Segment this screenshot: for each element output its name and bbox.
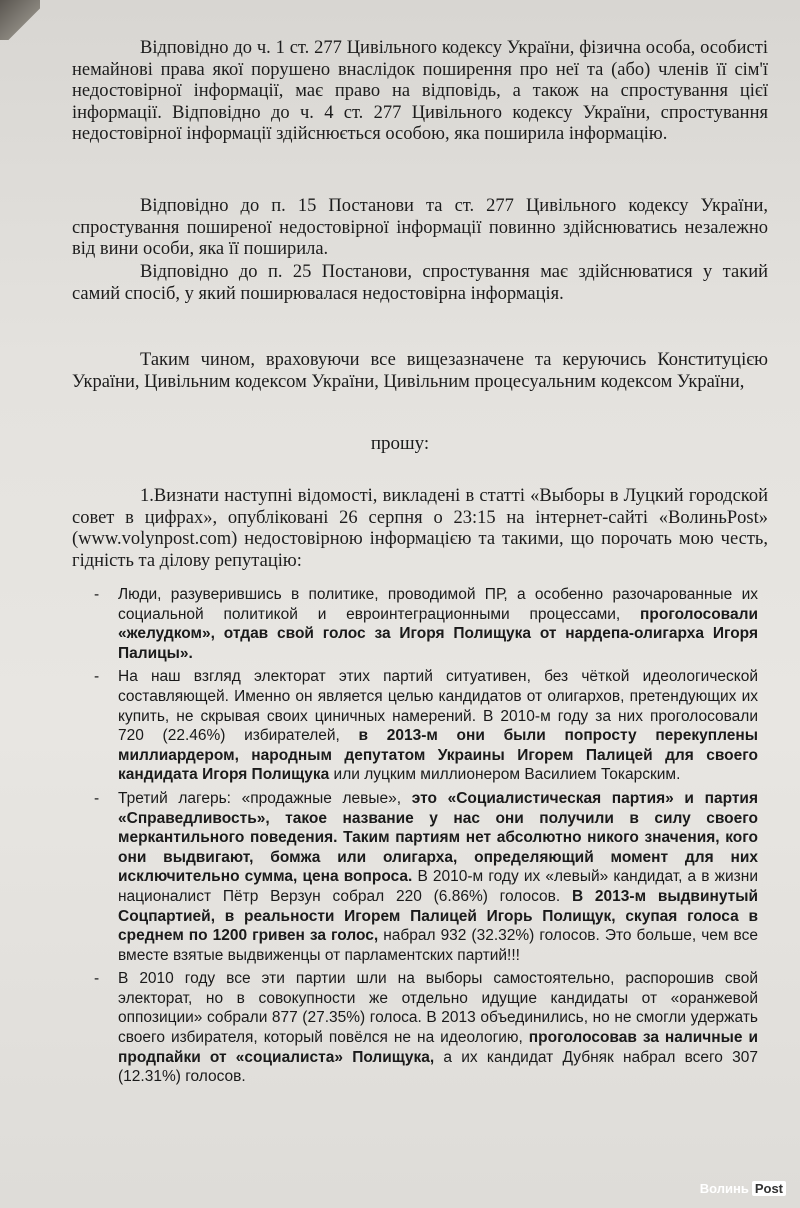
quote-bold-text: в 2013-м они были попросту перекуплены миллиардером, народным депутатом Украины Игорем Палицей для своего кандидата Игоря Полищука [118, 727, 758, 784]
list-dash: - [94, 789, 100, 807]
quote-item [94, 585, 758, 663]
list-dash: - [94, 668, 100, 686]
quote-text: набрал 932 (32.32%) голосов. Это больше, чем все вместе взятые выдвиженцы от парламентских партий!!! [118, 927, 758, 964]
quote-text: В 2010-м году их «левый» кандидат, а в жизни националист Пётр Верзун собрал 220 (6.86%) голосов. [118, 868, 758, 905]
paragraph-resolution-15: Відповідно до п. 15 Постанови та ст. 277 Цивільного кодексу України, спростування поширеної недостовірної інформації повинно здійснюватись незалежно від вини особи, яка її поширила. [72, 196, 768, 259]
quote-text: Третий лагерь: «продажные левые», [118, 789, 412, 807]
paragraph-resolution-25: Відповідно до п. 25 Постанови, спростування має здійснюватися у такий самий спосіб, у який поширювалася недостовірна інформація. [72, 262, 768, 304]
quote-text: На наш взгляд электорат этих партий ситуативен, без чёткой идеологической составляющей. Именно он является целью кандидатов от олигархов, претендующих их купить, не скрывая своих циничных намерений. В 2010-м году за них проголосовали 720 (22.46%) избирателей, [118, 668, 758, 745]
quote-bold-text: проголосовали «желудком», отдав свой голос за Игоря Полищука от нардепа-олигарха Игоря Палицы». [118, 605, 758, 662]
quote-item [94, 969, 758, 1087]
paragraph-article-277: Відповідно до ч. 1 ст. 277 Цивільного кодексу України, фізична особа, особисті немайнові права якої порушено внаслідок поширення про неї та (або) членів її сім'ї недостовірної інформації, має право на відповідь, а також на спростування цієї інформації. Відповідно до ч. 4 ст. 277 Цивільного кодексу України, спростування недостовірної інформації здійснюється особою, яка поширила інформацію. [72, 38, 768, 144]
quote-bold-text: это «Социалистическая партия» и партия «Справедливость», такое название у нас они получили в силу своего меркантильного поведения. Таким партиям нет абсолютно никого значения, кого они выдвигают, бомжа или олигарха, определяющий момент для них исключительно сумма, цена вопроса. [118, 789, 759, 886]
quote-text: или луцким миллионером Василием Токарским. [329, 766, 681, 784]
request-item-1: 1.Визнати наступні відомості, викладені в статті «Выборы в Луцкий городской совет в цифрах», опубліковані 26 серпня о 23:15 на інтернет-сайті «ВолиньPost» (www.volynpost.com) недостовірною інформацією та такими, що порочать мою честь, гідність та ділову репутацію: [72, 486, 768, 571]
quote-text: а их кандидат Дубняк набрал всего 307 (12.31%) голосов. [118, 1048, 758, 1086]
paragraph-conclusion: Таким чином, враховуючи все вищезазначене та керуючись Конституцією України, Цивільним кодексом України, Цивільним процесуальним кодексом України, [72, 350, 768, 392]
volynpost-watermark [700, 1181, 786, 1196]
list-dash: - [94, 586, 100, 603]
page-corner-shadow [0, 0, 40, 40]
quote-bold-text: проголосовав за наличные и продпайки от «социалиста» Полищука, [118, 1029, 758, 1066]
quote-bold-text: В 2013-м выдвинутый Соцпартией, в реальности Игорем Палицей Игорь Полищук, скупая голоса в среднем по 1200 гривен за голос, [118, 887, 759, 945]
quoted-statements-list [94, 585, 759, 1091]
quote-text: В 2010 году все эти партии шли на выборы самостоятельно, распорошив свой электорат, но в совокупности же отдельно идущие кандидаты от «оранжевой оппозиции» собрали 877 (27.35%) голоса. В 2013 объединились, но не смогли удержать своего избирателя, который повёлся не на идеологию, [118, 970, 758, 1047]
watermark-right: Post [752, 1181, 786, 1196]
quote-item [94, 667, 758, 785]
list-dash: - [94, 970, 100, 988]
watermark-left: Волинь [699, 1181, 749, 1196]
quote-text: Люди, разуверившись в политике, проводимой ПР, а особенно разочарованные их социальной политикой и евроинтеграционными процессами, [118, 586, 758, 623]
quote-item [94, 789, 759, 965]
request-heading: прошу: [370, 433, 430, 454]
